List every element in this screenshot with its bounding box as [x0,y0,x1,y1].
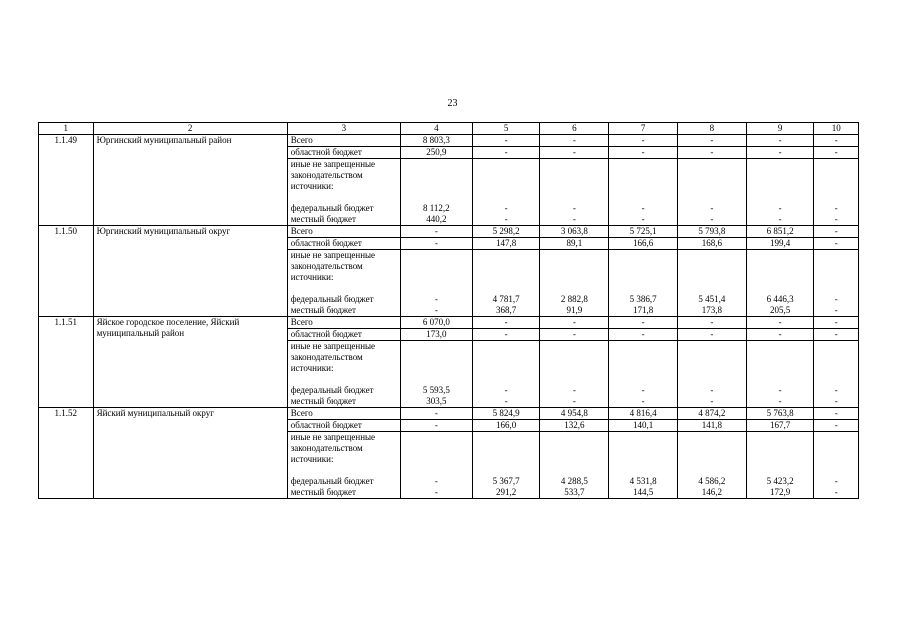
federal-value: - [504,203,508,213]
other-sources-line: источники: [290,272,334,282]
federal-value: - [834,203,838,213]
other-sources-cell [609,159,678,226]
federal-value: - [710,203,714,213]
local-value: 533,7 [564,487,585,497]
column-header: 1 [39,123,94,135]
local-value: - [834,396,838,406]
federal-value: 5 386,7 [629,294,657,304]
municipality-name: Юргинский муниципальный округ [93,226,287,317]
total-value: - [746,317,814,329]
local-value: - [504,214,508,224]
total-value: 6 851,2 [746,226,814,238]
row-code: 1.1.49 [39,135,94,226]
local-value: - [504,396,508,406]
federal-value: 5 423,2 [766,476,794,486]
source-total-label: Всего [287,317,400,329]
other-sources-line: законодательством [290,261,363,271]
local-value: - [834,214,838,224]
other-sources-cell [472,341,540,408]
local-value: - [710,214,714,224]
federal-value: - [434,476,438,486]
regional-value: - [609,329,678,341]
local-value: 146,2 [701,487,722,497]
other-sources-cell [677,341,746,408]
local-value: - [434,487,438,497]
total-value: - [746,135,814,147]
column-header: 6 [540,123,609,135]
column-header: 10 [814,123,859,135]
other-sources-line: иные не запрещенные [290,432,376,442]
source-federal-label: федеральный бюджет [290,385,374,395]
local-value: - [834,487,838,497]
regional-value: 166,6 [609,238,678,250]
federal-value: - [641,203,645,213]
table-row [39,226,859,238]
other-sources-line: источники: [290,181,334,191]
federal-value: - [710,385,714,395]
column-header: 9 [746,123,814,135]
federal-value: 4 586,2 [698,476,726,486]
total-value: - [400,226,472,238]
table-row [39,135,859,147]
other-sources-cell [746,159,814,226]
source-regional-label: областной бюджет [287,420,400,432]
other-sources-cell [609,250,678,317]
other-sources-cell [400,341,472,408]
regional-value: - [746,147,814,159]
source-other-label [287,250,400,317]
local-value: 440,2 [426,214,447,224]
regional-value: 166,0 [472,420,540,432]
federal-value: - [834,385,838,395]
regional-value: - [746,329,814,341]
federal-value: - [434,294,438,304]
regional-value: - [609,147,678,159]
column-header: 8 [677,123,746,135]
other-sources-cell [540,341,609,408]
other-sources-line: законодательством [290,443,363,453]
other-sources-cell [814,250,859,317]
regional-value: 250,9 [400,147,472,159]
federal-value: 5 593,5 [422,385,450,395]
source-regional-label: областной бюджет [287,238,400,250]
source-other-label [287,159,400,226]
total-value: 3 063,8 [540,226,609,238]
column-header: 7 [609,123,678,135]
other-sources-line: иные не запрещенные [290,250,376,260]
regional-value: 167,7 [746,420,814,432]
regional-value: 147,8 [472,238,540,250]
other-sources-line: иные не запрещенные [290,159,376,169]
other-sources-line: законодательством [290,170,363,180]
column-header: 5 [472,123,540,135]
other-sources-line: законодательством [290,352,363,362]
local-value: 144,5 [632,487,654,497]
total-value: - [540,317,609,329]
regional-value: - [540,329,609,341]
source-federal-label: федеральный бюджет [290,294,374,304]
total-value: 4 954,8 [540,408,609,420]
federal-value: 5 451,4 [698,294,726,304]
source-federal-label: федеральный бюджет [290,203,374,213]
total-value: 5 793,8 [677,226,746,238]
column-header: 3 [287,123,400,135]
regional-value: - [540,147,609,159]
regional-value: - [814,329,859,341]
other-sources-cell [677,159,746,226]
total-value: - [677,317,746,329]
federal-value: - [834,294,838,304]
total-value: 5 298,2 [472,226,540,238]
local-value: 91,9 [566,305,583,315]
other-sources-line: источники: [290,454,334,464]
total-value: - [814,317,859,329]
other-sources-cell [540,159,609,226]
total-value: - [400,408,472,420]
source-local-label: местный бюджет [290,305,356,315]
other-sources-cell [746,250,814,317]
total-value: - [540,135,609,147]
table-row [39,317,859,329]
federal-value: 4 531,8 [629,476,657,486]
regional-value: 199,4 [746,238,814,250]
column-header: 4 [400,123,472,135]
other-sources-cell [472,250,540,317]
local-value: - [641,396,645,406]
regional-value: - [472,329,540,341]
total-value: - [677,135,746,147]
federal-value: - [572,203,576,213]
federal-value: - [504,385,508,395]
federal-value: - [778,203,782,213]
row-code: 1.1.51 [39,317,94,408]
other-sources-line: иные не запрещенные [290,341,376,351]
regional-value: - [472,147,540,159]
total-value: - [814,408,859,420]
source-regional-label: областной бюджет [287,329,400,341]
regional-value: 168,6 [677,238,746,250]
source-local-label: местный бюджет [290,396,356,406]
total-value: 6 070,0 [400,317,472,329]
federal-value: - [778,385,782,395]
other-sources-cell [746,341,814,408]
federal-value: 2 882,8 [560,294,588,304]
local-value: - [778,214,782,224]
total-value: - [609,317,678,329]
column-header: 2 [93,123,287,135]
regional-value: - [677,329,746,341]
other-sources-cell [677,250,746,317]
local-value: 172,9 [769,487,791,497]
local-value: - [710,396,714,406]
local-value: 171,8 [632,305,654,315]
total-value: 4 874,2 [677,408,746,420]
regional-value: 140,1 [609,420,678,432]
other-sources-cell [814,432,859,499]
total-value: - [609,135,678,147]
federal-value: 4 288,5 [560,476,588,486]
local-value: 368,7 [495,305,517,315]
federal-value: - [641,385,645,395]
local-value: 291,2 [495,487,517,497]
regional-value: - [400,420,472,432]
page-number: 23 [447,98,458,109]
other-sources-cell [814,341,859,408]
other-sources-cell [677,432,746,499]
local-value: 205,5 [769,305,791,315]
local-value: - [834,305,838,315]
source-other-label [287,341,400,408]
federal-value: - [834,476,838,486]
other-sources-line: источники: [290,363,334,373]
regional-value: - [814,147,859,159]
source-total-label: Всего [287,226,400,238]
other-sources-cell [540,432,609,499]
regional-value: - [677,147,746,159]
header-row [39,123,859,135]
local-value: - [641,214,645,224]
other-sources-cell [472,159,540,226]
local-value: - [434,305,438,315]
other-sources-cell [540,250,609,317]
other-sources-cell [746,432,814,499]
regional-value: 89,1 [540,238,609,250]
source-total-label: Всего [287,408,400,420]
total-value: - [814,226,859,238]
other-sources-cell [814,159,859,226]
regional-value: - [814,238,859,250]
regional-value: - [814,420,859,432]
total-value: 5 763,8 [746,408,814,420]
federal-value: 4 781,7 [492,294,520,304]
municipality-name: Яйское городское поселение, Яйский муниципальный район [93,317,287,408]
local-value: 173,8 [701,305,722,315]
total-value: - [814,135,859,147]
source-local-label: местный бюджет [290,214,356,224]
source-regional-label: областной бюджет [287,147,400,159]
source-other-label [287,432,400,499]
other-sources-cell [609,341,678,408]
other-sources-cell [400,250,472,317]
municipality-name: Юргинский муниципальный район [93,135,287,226]
other-sources-cell [400,432,472,499]
source-federal-label: федеральный бюджет [290,476,374,486]
total-value: 8 803,3 [400,135,472,147]
total-value: 5 824,9 [472,408,540,420]
municipality-name: Яйский муниципальный округ [93,408,287,499]
regional-value: 141,8 [677,420,746,432]
regional-value: 173,0 [400,329,472,341]
row-code: 1.1.52 [39,408,94,499]
other-sources-cell [400,159,472,226]
regional-value: - [400,238,472,250]
total-value: 4 816,4 [609,408,678,420]
budget-table [38,122,859,499]
local-value: - [572,214,576,224]
local-value: - [572,396,576,406]
total-value: 5 725,1 [609,226,678,238]
federal-value: 5 367,7 [492,476,520,486]
federal-value: - [572,385,576,395]
other-sources-cell [472,432,540,499]
local-value: - [778,396,782,406]
total-value: - [472,317,540,329]
regional-value: 132,6 [540,420,609,432]
row-code: 1.1.50 [39,226,94,317]
source-total-label: Всего [287,135,400,147]
local-value: 303,5 [426,396,447,406]
federal-value: 8 112,2 [423,203,450,213]
other-sources-cell [609,432,678,499]
total-value: - [472,135,540,147]
federal-value: 6 446,3 [766,294,794,304]
source-local-label: местный бюджет [290,487,356,497]
table-row [39,408,859,420]
